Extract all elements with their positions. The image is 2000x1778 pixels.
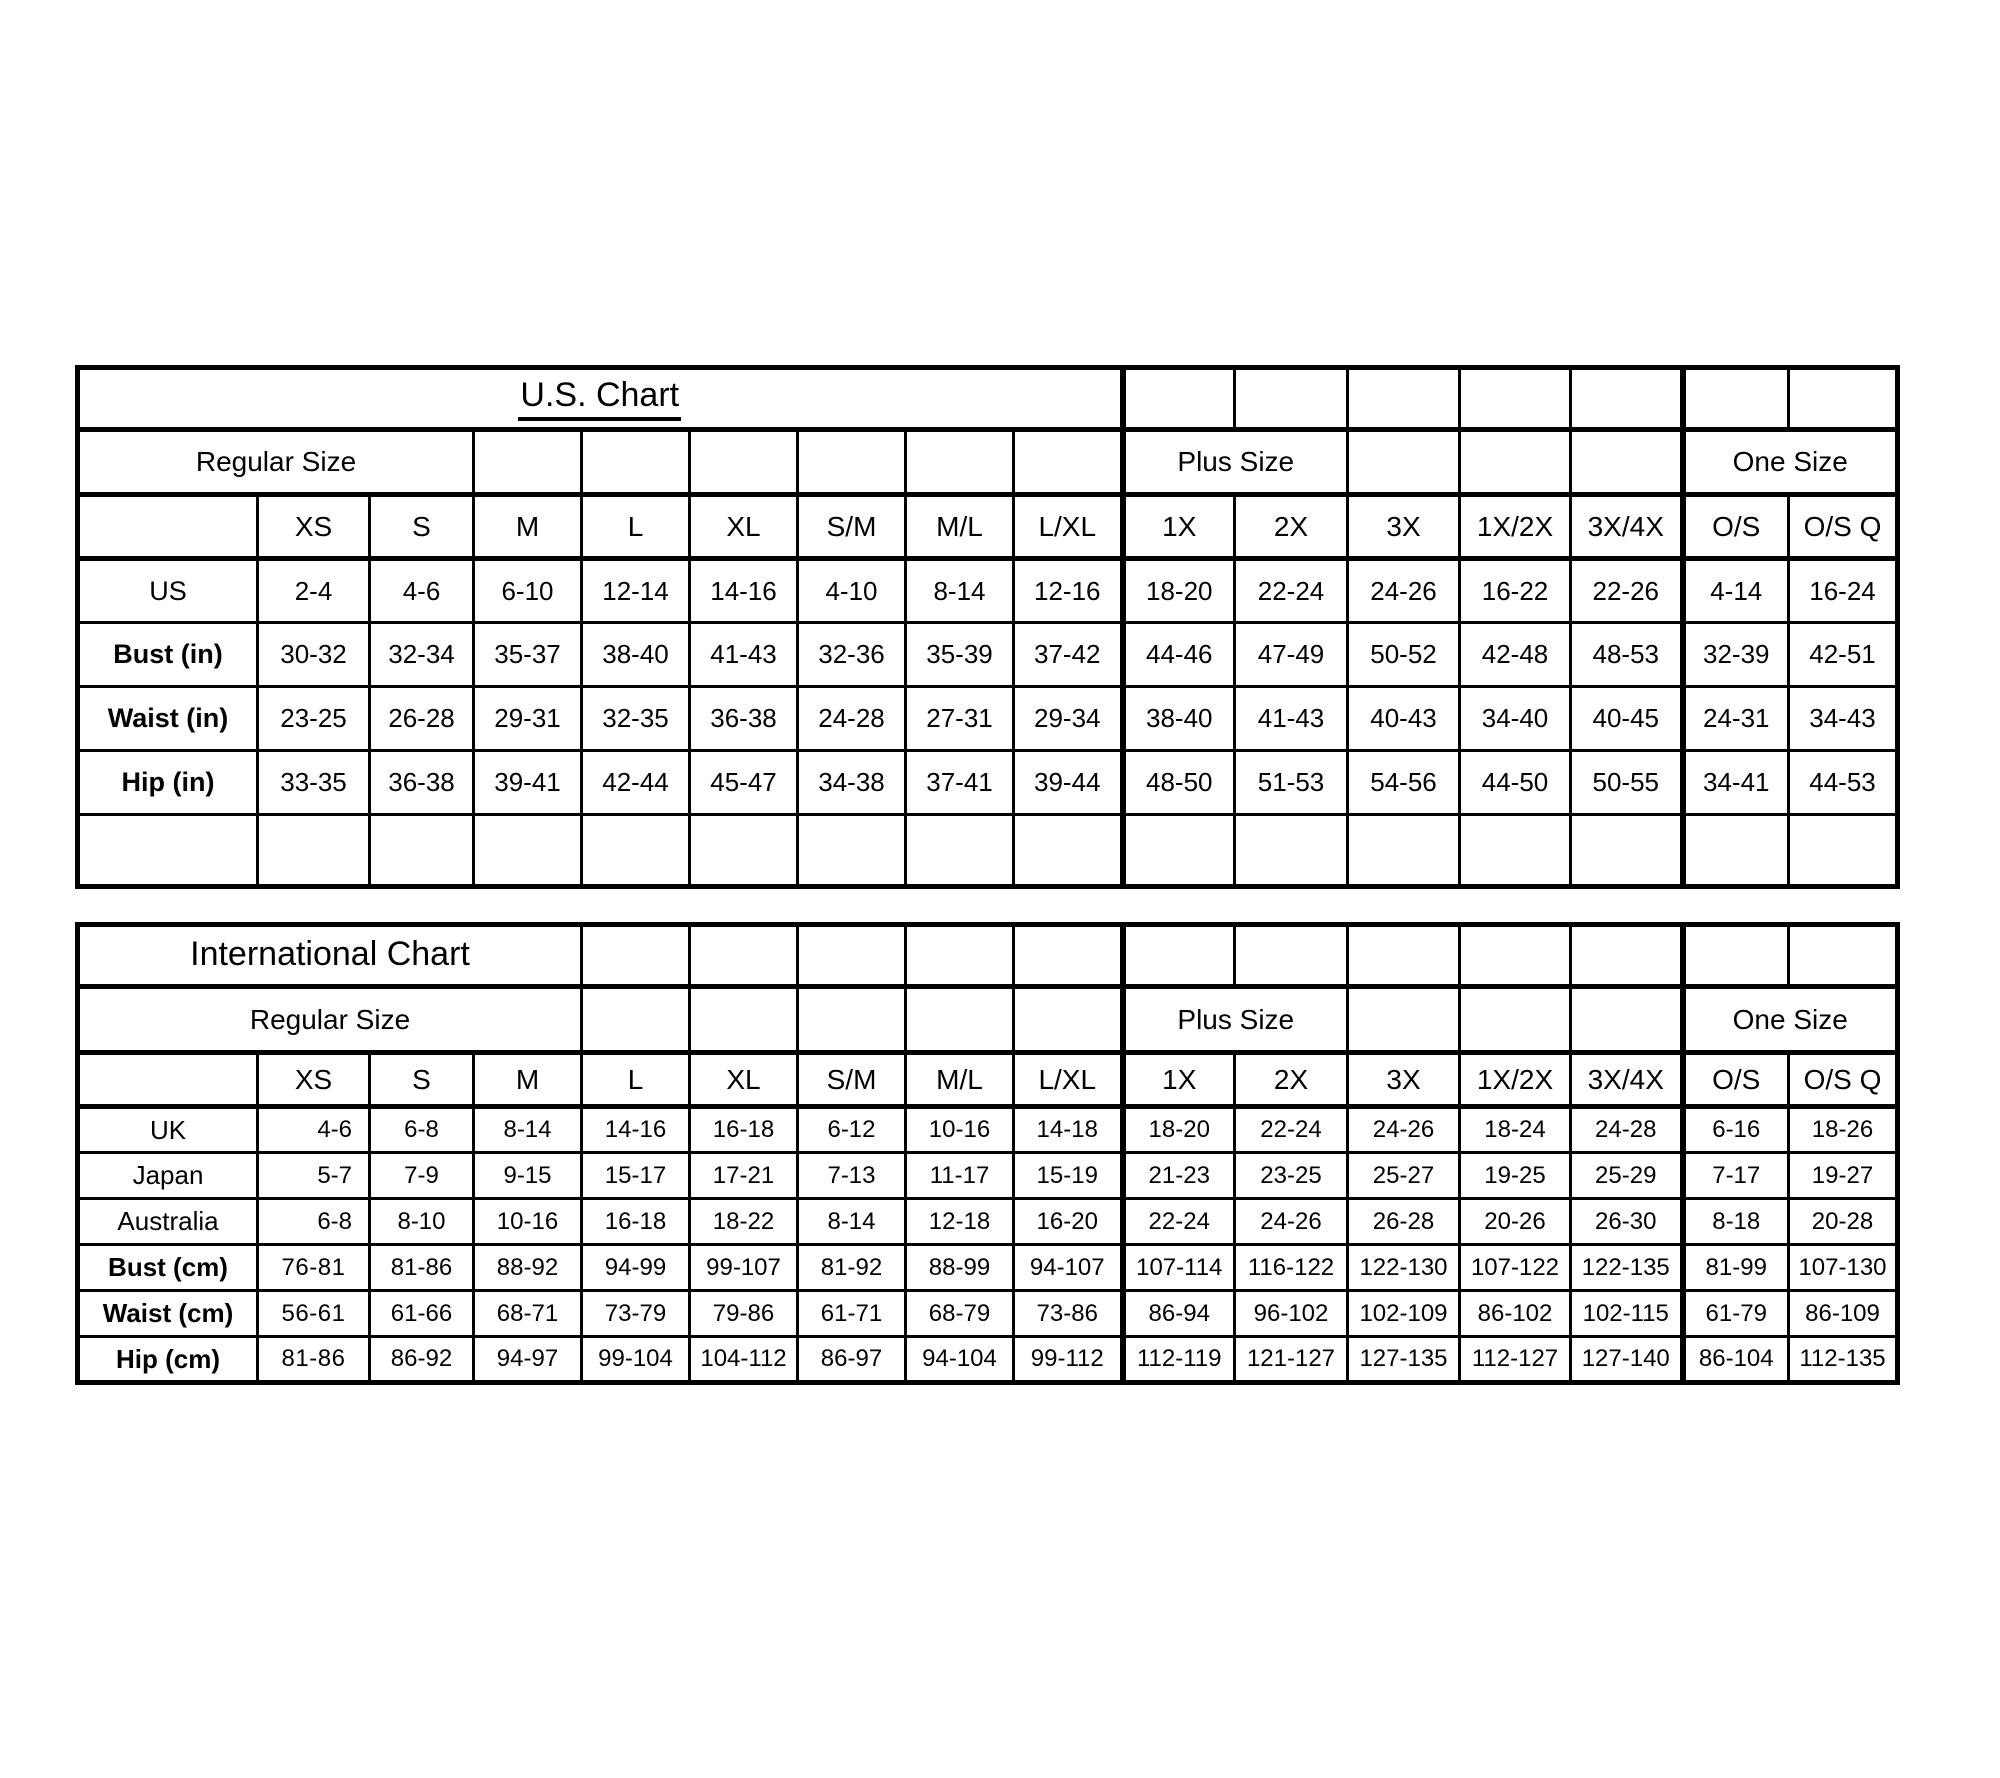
col-header-m: M — [474, 1053, 582, 1107]
empty-cell — [1683, 815, 1789, 887]
u-s-chart-title-row — [78, 368, 1898, 430]
cell-us-xs: 2-4 — [258, 559, 370, 623]
empty-cell — [690, 987, 798, 1053]
cell-hip-cm-1x: 112-119 — [1123, 1337, 1235, 1383]
international-size-chart-table — [75, 922, 1900, 1385]
cell-waist-in-m: 29-31 — [474, 687, 582, 751]
empty-cell — [78, 815, 258, 887]
empty-cell — [906, 430, 1014, 495]
cell-hip-in-1x-2x: 44-50 — [1460, 751, 1571, 815]
col-header-1x-2x: 1X/2X — [1460, 495, 1571, 559]
cell-hip-in-o-s-q: 44-53 — [1789, 751, 1898, 815]
cell-australia-1x: 22-24 — [1123, 1199, 1235, 1245]
cell-hip-in-xl: 45-47 — [690, 751, 798, 815]
cell-us-3x: 24-26 — [1348, 559, 1460, 623]
row-label-japan: Japan — [78, 1153, 258, 1199]
empty-cell — [474, 430, 582, 495]
empty-cell — [690, 430, 798, 495]
cell-bust-in-3x: 50-52 — [1348, 623, 1460, 687]
empty-cell — [798, 815, 906, 887]
cell-waist-cm-xl: 79-86 — [690, 1291, 798, 1337]
cell-waist-in-1x: 38-40 — [1123, 687, 1235, 751]
cell-bust-in-xs: 30-32 — [258, 623, 370, 687]
col-header-3x-4x: 3X/4X — [1571, 495, 1683, 559]
cell-uk-m-l: 10-16 — [906, 1107, 1014, 1153]
cell-us-3x-4x: 22-26 — [1571, 559, 1683, 623]
cell-waist-in-xl: 36-38 — [690, 687, 798, 751]
cell-us-1x: 18-20 — [1123, 559, 1235, 623]
cell-waist-cm-s: 61-66 — [370, 1291, 474, 1337]
cell-hip-cm-3x-4x: 127-140 — [1571, 1337, 1683, 1383]
cell-waist-cm-m: 68-71 — [474, 1291, 582, 1337]
cell-waist-in-3x: 40-43 — [1348, 687, 1460, 751]
empty-cell — [1348, 815, 1460, 887]
cell-us-s: 4-6 — [370, 559, 474, 623]
cell-hip-in-1x: 48-50 — [1123, 751, 1235, 815]
cell-hip-in-xs: 33-35 — [258, 751, 370, 815]
cell-hip-cm-2x: 121-127 — [1235, 1337, 1348, 1383]
empty-cell — [1789, 925, 1898, 987]
regular-size-section: Regular Size — [78, 430, 474, 495]
col-header-s-m: S/M — [798, 1053, 906, 1107]
cell-waist-in-m-l: 27-31 — [906, 687, 1014, 751]
col-header-1x: 1X — [1123, 1053, 1235, 1107]
cell-hip-cm-xs: 81-86 — [258, 1337, 370, 1383]
one-size-section: One Size — [1683, 987, 1898, 1053]
empty-cell — [1123, 368, 1235, 430]
cell-australia-l: 16-18 — [582, 1199, 690, 1245]
cell-bust-in-m: 35-37 — [474, 623, 582, 687]
cell-waist-in-l: 32-35 — [582, 687, 690, 751]
cell-us-l: 12-14 — [582, 559, 690, 623]
cell-hip-cm-l-xl: 99-112 — [1014, 1337, 1123, 1383]
cell-uk-o-s-q: 18-26 — [1789, 1107, 1898, 1153]
cell-australia-m-l: 12-18 — [906, 1199, 1014, 1245]
cell-uk-s: 6-8 — [370, 1107, 474, 1153]
cell-australia-1x-2x: 20-26 — [1460, 1199, 1571, 1245]
cell-bust-cm-s-m: 81-92 — [798, 1245, 906, 1291]
u-s-chart-title — [78, 368, 1123, 430]
empty-cell — [582, 987, 690, 1053]
cell-waist-in-o-s: 24-31 — [1683, 687, 1789, 751]
cell-japan-o-s: 7-17 — [1683, 1153, 1789, 1199]
cell-hip-in-l-xl: 39-44 — [1014, 751, 1123, 815]
cell-hip-in-l: 42-44 — [582, 751, 690, 815]
cell-australia-xl: 18-22 — [690, 1199, 798, 1245]
col-header-xl: XL — [690, 1053, 798, 1107]
cell-waist-cm-o-s-q: 86-109 — [1789, 1291, 1898, 1337]
size-section-row — [78, 430, 1898, 495]
cell-bust-cm-s: 81-86 — [370, 1245, 474, 1291]
us-size-chart-table — [75, 365, 1900, 889]
row-waist-cm — [78, 1291, 1898, 1337]
empty-spacer-row — [78, 815, 1898, 887]
size-column-header-row — [78, 495, 1898, 559]
empty-cell — [798, 925, 906, 987]
empty-cell — [1014, 925, 1123, 987]
row-label-bust-cm: Bust (cm) — [78, 1245, 258, 1291]
col-header-m-l: M/L — [906, 495, 1014, 559]
cell-waist-in-2x: 41-43 — [1235, 687, 1348, 751]
corner-cell — [78, 495, 258, 559]
col-header-l: L — [582, 495, 690, 559]
col-header-3x-4x: 3X/4X — [1571, 1053, 1683, 1107]
row-uk — [78, 1107, 1898, 1153]
cell-australia-3x-4x: 26-30 — [1571, 1199, 1683, 1245]
row-us — [78, 559, 1898, 623]
col-header-xs: XS — [258, 1053, 370, 1107]
cell-bust-cm-m-l: 88-99 — [906, 1245, 1014, 1291]
col-header-l: L — [582, 1053, 690, 1107]
cell-uk-2x: 22-24 — [1235, 1107, 1348, 1153]
cell-hip-cm-s: 86-92 — [370, 1337, 474, 1383]
cell-waist-cm-o-s: 61-79 — [1683, 1291, 1789, 1337]
chart-title-text: U.S. Chart — [518, 376, 681, 421]
cell-australia-3x: 26-28 — [1348, 1199, 1460, 1245]
cell-japan-s-m: 7-13 — [798, 1153, 906, 1199]
row-australia — [78, 1199, 1898, 1245]
empty-cell — [474, 815, 582, 887]
row-hip-cm — [78, 1337, 1898, 1383]
col-header-s: S — [370, 1053, 474, 1107]
cell-hip-cm-l: 99-104 — [582, 1337, 690, 1383]
cell-us-xl: 14-16 — [690, 559, 798, 623]
cell-waist-cm-1x: 86-94 — [1123, 1291, 1235, 1337]
empty-cell — [370, 815, 474, 887]
cell-uk-s-m: 6-12 — [798, 1107, 906, 1153]
empty-cell — [1235, 368, 1348, 430]
empty-cell — [906, 815, 1014, 887]
empty-cell — [582, 815, 690, 887]
cell-waist-cm-3x-4x: 102-115 — [1571, 1291, 1683, 1337]
cell-japan-m: 9-15 — [474, 1153, 582, 1199]
regular-size-section: Regular Size — [78, 987, 582, 1053]
empty-cell — [1460, 368, 1571, 430]
empty-cell — [1123, 925, 1235, 987]
cell-hip-in-3x-4x: 50-55 — [1571, 751, 1683, 815]
cell-waist-cm-3x: 102-109 — [1348, 1291, 1460, 1337]
empty-cell — [1014, 815, 1123, 887]
empty-cell — [798, 987, 906, 1053]
cell-japan-1x-2x: 19-25 — [1460, 1153, 1571, 1199]
cell-us-o-s-q: 16-24 — [1789, 559, 1898, 623]
col-header-o-s-q: O/S Q — [1789, 495, 1898, 559]
cell-waist-cm-l-xl: 73-86 — [1014, 1291, 1123, 1337]
cell-waist-cm-xs: 56-61 — [258, 1291, 370, 1337]
col-header-l-xl: L/XL — [1014, 1053, 1123, 1107]
col-header-l-xl: L/XL — [1014, 495, 1123, 559]
empty-cell — [798, 430, 906, 495]
empty-cell — [1571, 430, 1683, 495]
cell-australia-m: 10-16 — [474, 1199, 582, 1245]
empty-cell — [1460, 815, 1571, 887]
cell-us-1x-2x: 16-22 — [1460, 559, 1571, 623]
cell-japan-xs: 5-7 — [258, 1153, 370, 1199]
cell-waist-cm-2x: 96-102 — [1235, 1291, 1348, 1337]
cell-bust-cm-m: 88-92 — [474, 1245, 582, 1291]
empty-cell — [1683, 925, 1789, 987]
cell-uk-3x: 24-26 — [1348, 1107, 1460, 1153]
cell-bust-in-s: 32-34 — [370, 623, 474, 687]
empty-cell — [582, 925, 690, 987]
cell-japan-3x: 25-27 — [1348, 1153, 1460, 1199]
cell-bust-cm-xs: 76-81 — [258, 1245, 370, 1291]
row-waist-in — [78, 687, 1898, 751]
row-label-waist-in: Waist (in) — [78, 687, 258, 751]
cell-hip-in-o-s: 34-41 — [1683, 751, 1789, 815]
empty-cell — [906, 925, 1014, 987]
cell-bust-cm-o-s: 81-99 — [1683, 1245, 1789, 1291]
international-chart-title-row — [78, 925, 1898, 987]
cell-japan-o-s-q: 19-27 — [1789, 1153, 1898, 1199]
cell-us-m-l: 8-14 — [906, 559, 1014, 623]
col-header-o-s-q: O/S Q — [1789, 1053, 1898, 1107]
cell-bust-cm-xl: 99-107 — [690, 1245, 798, 1291]
cell-uk-1x-2x: 18-24 — [1460, 1107, 1571, 1153]
col-header-s-m: S/M — [798, 495, 906, 559]
cell-waist-cm-m-l: 68-79 — [906, 1291, 1014, 1337]
cell-bust-in-s-m: 32-36 — [798, 623, 906, 687]
cell-australia-xs: 6-8 — [258, 1199, 370, 1245]
cell-waist-in-o-s-q: 34-43 — [1789, 687, 1898, 751]
cell-japan-m-l: 11-17 — [906, 1153, 1014, 1199]
cell-japan-l-xl: 15-19 — [1014, 1153, 1123, 1199]
cell-hip-in-s-m: 34-38 — [798, 751, 906, 815]
col-header-xs: XS — [258, 495, 370, 559]
cell-hip-in-m-l: 37-41 — [906, 751, 1014, 815]
row-label-australia: Australia — [78, 1199, 258, 1245]
cell-waist-in-s-m: 24-28 — [798, 687, 906, 751]
cell-uk-3x-4x: 24-28 — [1571, 1107, 1683, 1153]
empty-cell — [1123, 815, 1235, 887]
cell-bust-in-m-l: 35-39 — [906, 623, 1014, 687]
empty-cell — [1789, 368, 1898, 430]
cell-uk-xs: 4-6 — [258, 1107, 370, 1153]
cell-bust-cm-o-s-q: 107-130 — [1789, 1245, 1898, 1291]
col-header-o-s: O/S — [1683, 495, 1789, 559]
cell-australia-o-s-q: 20-28 — [1789, 1199, 1898, 1245]
cell-bust-cm-3x-4x: 122-135 — [1571, 1245, 1683, 1291]
cell-us-s-m: 4-10 — [798, 559, 906, 623]
cell-hip-cm-1x-2x: 112-127 — [1460, 1337, 1571, 1383]
cell-hip-cm-s-m: 86-97 — [798, 1337, 906, 1383]
empty-cell — [1235, 925, 1348, 987]
cell-japan-3x-4x: 25-29 — [1571, 1153, 1683, 1199]
cell-us-2x: 22-24 — [1235, 559, 1348, 623]
cell-hip-cm-m: 94-97 — [474, 1337, 582, 1383]
cell-bust-in-l-xl: 37-42 — [1014, 623, 1123, 687]
cell-uk-1x: 18-20 — [1123, 1107, 1235, 1153]
cell-japan-2x: 23-25 — [1235, 1153, 1348, 1199]
row-japan — [78, 1153, 1898, 1199]
empty-cell — [1014, 987, 1123, 1053]
row-label-uk: UK — [78, 1107, 258, 1153]
cell-uk-m: 8-14 — [474, 1107, 582, 1153]
empty-cell — [1348, 987, 1460, 1053]
empty-cell — [690, 925, 798, 987]
cell-waist-in-s: 26-28 — [370, 687, 474, 751]
cell-hip-in-s: 36-38 — [370, 751, 474, 815]
empty-cell — [690, 815, 798, 887]
cell-hip-in-3x: 54-56 — [1348, 751, 1460, 815]
cell-bust-in-2x: 47-49 — [1235, 623, 1348, 687]
col-header-2x: 2X — [1235, 1053, 1348, 1107]
cell-hip-cm-xl: 104-112 — [690, 1337, 798, 1383]
empty-cell — [1571, 815, 1683, 887]
cell-waist-cm-1x-2x: 86-102 — [1460, 1291, 1571, 1337]
cell-bust-in-1x: 44-46 — [1123, 623, 1235, 687]
empty-cell — [1460, 925, 1571, 987]
empty-cell — [1460, 430, 1571, 495]
cell-bust-cm-l: 94-99 — [582, 1245, 690, 1291]
cell-hip-in-m: 39-41 — [474, 751, 582, 815]
empty-cell — [1460, 987, 1571, 1053]
row-label-bust-in: Bust (in) — [78, 623, 258, 687]
row-label-hip-cm: Hip (cm) — [78, 1337, 258, 1383]
cell-japan-1x: 21-23 — [1123, 1153, 1235, 1199]
cell-bust-in-xl: 41-43 — [690, 623, 798, 687]
corner-cell — [78, 1053, 258, 1107]
cell-hip-cm-o-s-q: 112-135 — [1789, 1337, 1898, 1383]
cell-australia-l-xl: 16-20 — [1014, 1199, 1123, 1245]
col-header-3x: 3X — [1348, 1053, 1460, 1107]
size-section-row — [78, 987, 1898, 1053]
row-bust-cm — [78, 1245, 1898, 1291]
cell-japan-l: 15-17 — [582, 1153, 690, 1199]
empty-cell — [1235, 815, 1348, 887]
size-column-header-row — [78, 1053, 1898, 1107]
cell-uk-xl: 16-18 — [690, 1107, 798, 1153]
empty-cell — [258, 815, 370, 887]
col-header-xl: XL — [690, 495, 798, 559]
cell-japan-s: 7-9 — [370, 1153, 474, 1199]
cell-bust-cm-l-xl: 94-107 — [1014, 1245, 1123, 1291]
cell-waist-in-xs: 23-25 — [258, 687, 370, 751]
row-hip-in — [78, 751, 1898, 815]
cell-australia-o-s: 8-18 — [1683, 1199, 1789, 1245]
empty-cell — [1571, 987, 1683, 1053]
empty-cell — [1348, 368, 1460, 430]
col-header-m: M — [474, 495, 582, 559]
cell-waist-in-1x-2x: 34-40 — [1460, 687, 1571, 751]
cell-us-m: 6-10 — [474, 559, 582, 623]
cell-australia-s-m: 8-14 — [798, 1199, 906, 1245]
empty-cell — [582, 430, 690, 495]
col-header-1x: 1X — [1123, 495, 1235, 559]
cell-waist-cm-s-m: 61-71 — [798, 1291, 906, 1337]
cell-bust-in-o-s: 32-39 — [1683, 623, 1789, 687]
cell-bust-in-l: 38-40 — [582, 623, 690, 687]
international-chart-title — [78, 925, 582, 987]
empty-cell — [1014, 430, 1123, 495]
col-header-m-l: M/L — [906, 1053, 1014, 1107]
empty-cell — [1348, 925, 1460, 987]
cell-hip-cm-o-s: 86-104 — [1683, 1337, 1789, 1383]
cell-bust-in-1x-2x: 42-48 — [1460, 623, 1571, 687]
cell-hip-in-2x: 51-53 — [1235, 751, 1348, 815]
empty-cell — [1348, 430, 1460, 495]
row-label-waist-cm: Waist (cm) — [78, 1291, 258, 1337]
empty-cell — [1571, 925, 1683, 987]
cell-us-o-s: 4-14 — [1683, 559, 1789, 623]
col-header-1x-2x: 1X/2X — [1460, 1053, 1571, 1107]
col-header-o-s: O/S — [1683, 1053, 1789, 1107]
empty-cell — [1571, 368, 1683, 430]
cell-hip-cm-3x: 127-135 — [1348, 1337, 1460, 1383]
plus-size-section: Plus Size — [1123, 430, 1348, 495]
cell-waist-in-3x-4x: 40-45 — [1571, 687, 1683, 751]
cell-waist-in-l-xl: 29-34 — [1014, 687, 1123, 751]
empty-cell — [1789, 815, 1898, 887]
empty-cell — [906, 987, 1014, 1053]
cell-waist-cm-l: 73-79 — [582, 1291, 690, 1337]
cell-bust-cm-1x-2x: 107-122 — [1460, 1245, 1571, 1291]
row-label-hip-in: Hip (in) — [78, 751, 258, 815]
cell-uk-l: 14-16 — [582, 1107, 690, 1153]
cell-us-l-xl: 12-16 — [1014, 559, 1123, 623]
row-bust-in — [78, 623, 1898, 687]
cell-bust-cm-1x: 107-114 — [1123, 1245, 1235, 1291]
cell-australia-2x: 24-26 — [1235, 1199, 1348, 1245]
cell-japan-xl: 17-21 — [690, 1153, 798, 1199]
col-header-2x: 2X — [1235, 495, 1348, 559]
cell-bust-in-3x-4x: 48-53 — [1571, 623, 1683, 687]
col-header-s: S — [370, 495, 474, 559]
empty-cell — [1683, 368, 1789, 430]
one-size-section: One Size — [1683, 430, 1898, 495]
cell-bust-cm-2x: 116-122 — [1235, 1245, 1348, 1291]
cell-bust-cm-3x: 122-130 — [1348, 1245, 1460, 1291]
cell-uk-o-s: 6-16 — [1683, 1107, 1789, 1153]
cell-bust-in-o-s-q: 42-51 — [1789, 623, 1898, 687]
chart-title-text: International Chart — [190, 935, 470, 973]
col-header-3x: 3X — [1348, 495, 1460, 559]
cell-uk-l-xl: 14-18 — [1014, 1107, 1123, 1153]
plus-size-section: Plus Size — [1123, 987, 1348, 1053]
cell-australia-s: 8-10 — [370, 1199, 474, 1245]
cell-hip-cm-m-l: 94-104 — [906, 1337, 1014, 1383]
row-label-us: US — [78, 559, 258, 623]
